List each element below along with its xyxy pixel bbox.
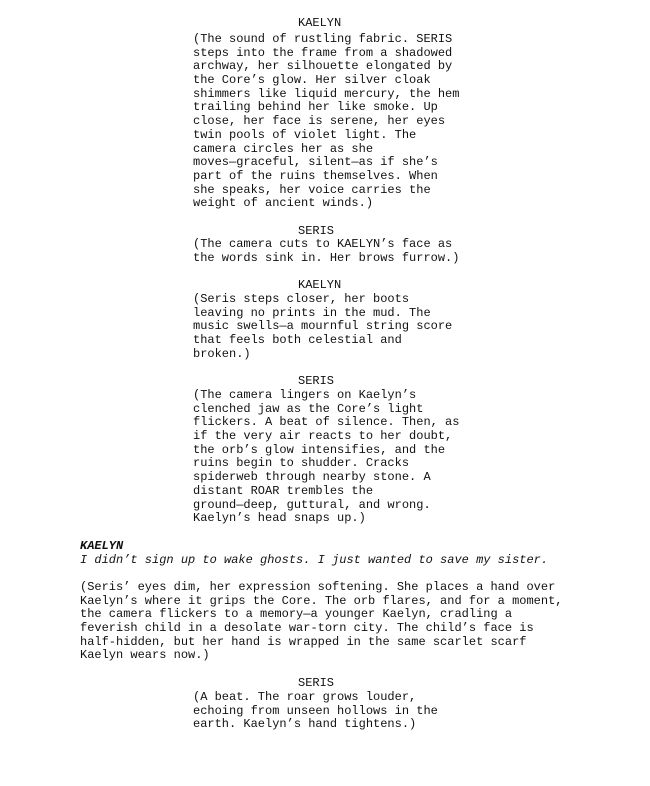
- line: that feels both celestial and: [193, 333, 402, 348]
- line: broken.): [193, 346, 251, 361]
- line: moves—graceful, silent—as if she’s: [193, 155, 438, 170]
- line: (Seris’ eyes dim, her expression softening. She places a hand over: [80, 580, 556, 594]
- dialogue-character: KAELYN: [80, 539, 124, 553]
- line: spiderweb through nearby stone. A: [193, 470, 431, 485]
- line: close, her face is serene, her eyes: [193, 114, 446, 129]
- line: twin pools of violet light. The: [193, 127, 417, 142]
- action-block: [80, 581, 562, 663]
- line: distant ROAR trembles the: [193, 483, 374, 498]
- character-cue: KAELYN: [298, 16, 342, 30]
- line: Kaelyn’s where it grips the Core. The orb flares, and for a moment,: [80, 593, 563, 608]
- line: the words sink in. Her brows furrow.): [193, 250, 460, 265]
- parenthetical-block: [193, 33, 459, 211]
- line: ruins begin to shudder. Cracks: [193, 456, 410, 471]
- line: Kaelyn wears now.): [80, 648, 210, 663]
- parenthetical-block: [193, 293, 452, 361]
- line: echoing from unseen hollows in the: [193, 703, 438, 718]
- line: Kaelyn’s head snaps up.): [193, 511, 366, 526]
- character-cue: SERIS: [298, 224, 335, 238]
- line: clenched jaw as the Core’s light: [193, 401, 424, 416]
- line: earth. Kaelyn’s hand tightens.): [193, 717, 417, 732]
- line: archway, her silhouette elongated by: [193, 59, 453, 74]
- parenthetical-block: [193, 691, 438, 732]
- line: half-hidden, but her hand is wrapped in the same scarlet scarf: [80, 634, 527, 649]
- line: the camera flickers to a memory—a younger Kaelyn, cradling a: [80, 607, 513, 622]
- line: the Core’s glow. Her silver cloak: [193, 73, 431, 88]
- line: the orb’s glow intensifies, and the: [193, 442, 446, 457]
- parenthetical-block: [193, 238, 459, 265]
- line: camera circles her as she: [193, 141, 374, 156]
- line: shimmers like liquid mercury, the hem: [193, 86, 460, 101]
- line: part of the ruins themselves. When: [193, 168, 438, 183]
- line: trailing behind her like smoke. Up: [193, 100, 438, 115]
- line: leaving no prints in the mud. The: [193, 305, 431, 320]
- line: ground—deep, guttural, and wrong.: [193, 497, 431, 512]
- line: weight of ancient winds.): [193, 196, 374, 211]
- line: if the very air reacts to her doubt,: [193, 429, 453, 444]
- line: music swells—a mournful string score: [193, 319, 453, 334]
- character-cue: SERIS: [298, 374, 335, 388]
- line: (A beat. The roar grows louder,: [193, 690, 417, 704]
- line: (The camera cuts to KAELYN’s face as: [193, 237, 453, 251]
- line: steps into the frame from a shadowed: [193, 45, 453, 60]
- line: (The sound of rustling fabric. SERIS: [193, 32, 453, 46]
- line: (Seris steps closer, her boots: [193, 292, 410, 306]
- line: feverish child in a desolate war-torn city. The child’s face is: [80, 621, 534, 636]
- dialogue-line: I didn’t sign up to wake ghosts. I just wanted to save my sister.: [80, 553, 549, 567]
- line: (The camera lingers on Kaelyn’s: [193, 388, 417, 402]
- line: she speaks, her voice carries the: [193, 182, 431, 197]
- parenthetical-block: [193, 389, 459, 526]
- line: flickers. A beat of silence. Then, as: [193, 415, 460, 430]
- character-cue: KAELYN: [298, 278, 342, 292]
- character-cue: SERIS: [298, 676, 335, 690]
